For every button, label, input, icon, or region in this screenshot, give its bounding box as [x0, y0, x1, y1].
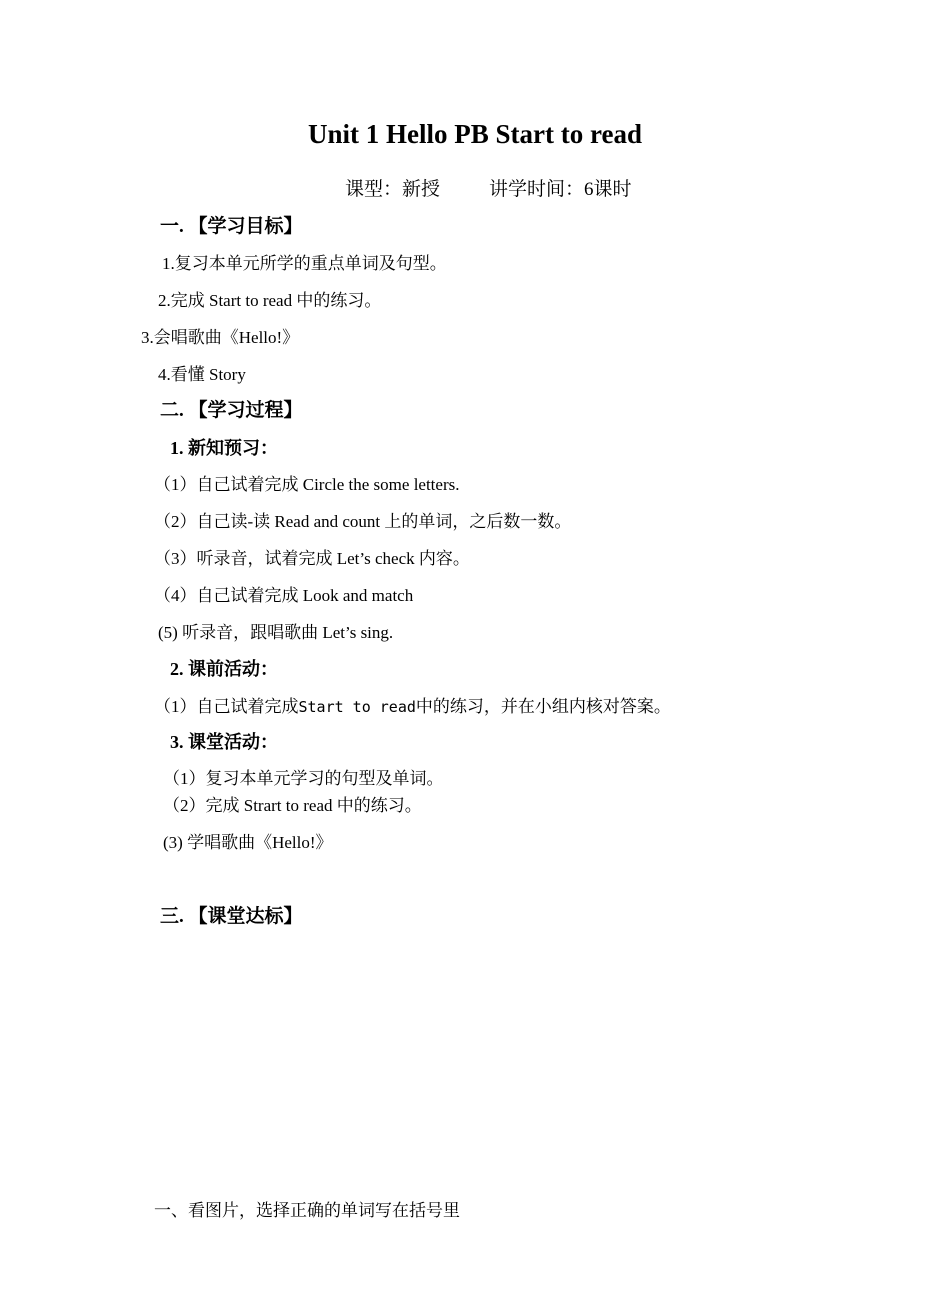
pre-class-item-prefix: （1）自己试着完成: [154, 697, 299, 716]
preview-item: （1）自己试着完成 Circle the some letters.: [154, 475, 460, 494]
in-class-item: （2）完成 Strart to read 中的练习。: [163, 796, 422, 815]
subsection-heading-pre-class: 2. 课前活动：: [170, 659, 278, 679]
subsection-heading-preview: 1. 新知预习：: [170, 438, 278, 458]
section-heading-process: 二. 【学习过程】: [160, 400, 303, 421]
objective-item: 4.看懂 Story: [158, 365, 246, 384]
in-class-item: (3) 学唱歌曲《Hello!》: [163, 833, 333, 852]
lesson-type: 课型：新授: [345, 179, 441, 200]
objective-item: 3.会唱歌曲《Hello!》: [141, 328, 300, 347]
lesson-time: 讲学时间：6课时: [489, 179, 632, 200]
section-heading-objectives: 一. 【学习目标】: [160, 216, 303, 237]
objective-item: 2.完成 Start to read 中的练习。: [158, 291, 382, 310]
objective-item: 1.复习本单元所学的重点单词及句型。: [162, 254, 447, 273]
section-heading-assessment: 三. 【课堂达标】: [160, 906, 303, 927]
subsection-heading-in-class: 3. 课堂活动：: [170, 732, 278, 752]
pre-class-item-code: Start to read: [298, 698, 416, 716]
preview-item: （4）自己试着完成 Look and match: [154, 586, 414, 605]
preview-item: （3）听录音，试着完成 Let’s check 内容。: [154, 549, 470, 568]
exercise-instruction: 一、看图片，选择正确的单词写在括号里: [154, 1201, 460, 1220]
pre-class-item-suffix: 中的练习，并在小组内核对答案。: [415, 697, 671, 716]
pre-class-item: [154, 698, 671, 715]
page-title: Unit 1 Hello PB Start to read: [308, 119, 642, 149]
preview-item: (5) 听录音，跟唱歌曲 Let’s sing.: [158, 623, 394, 642]
in-class-item: （1）复习本单元学习的句型及单词。: [163, 769, 444, 788]
preview-item: （2）自己读-读 Read and count 上的单词，之后数一数。: [154, 512, 572, 531]
